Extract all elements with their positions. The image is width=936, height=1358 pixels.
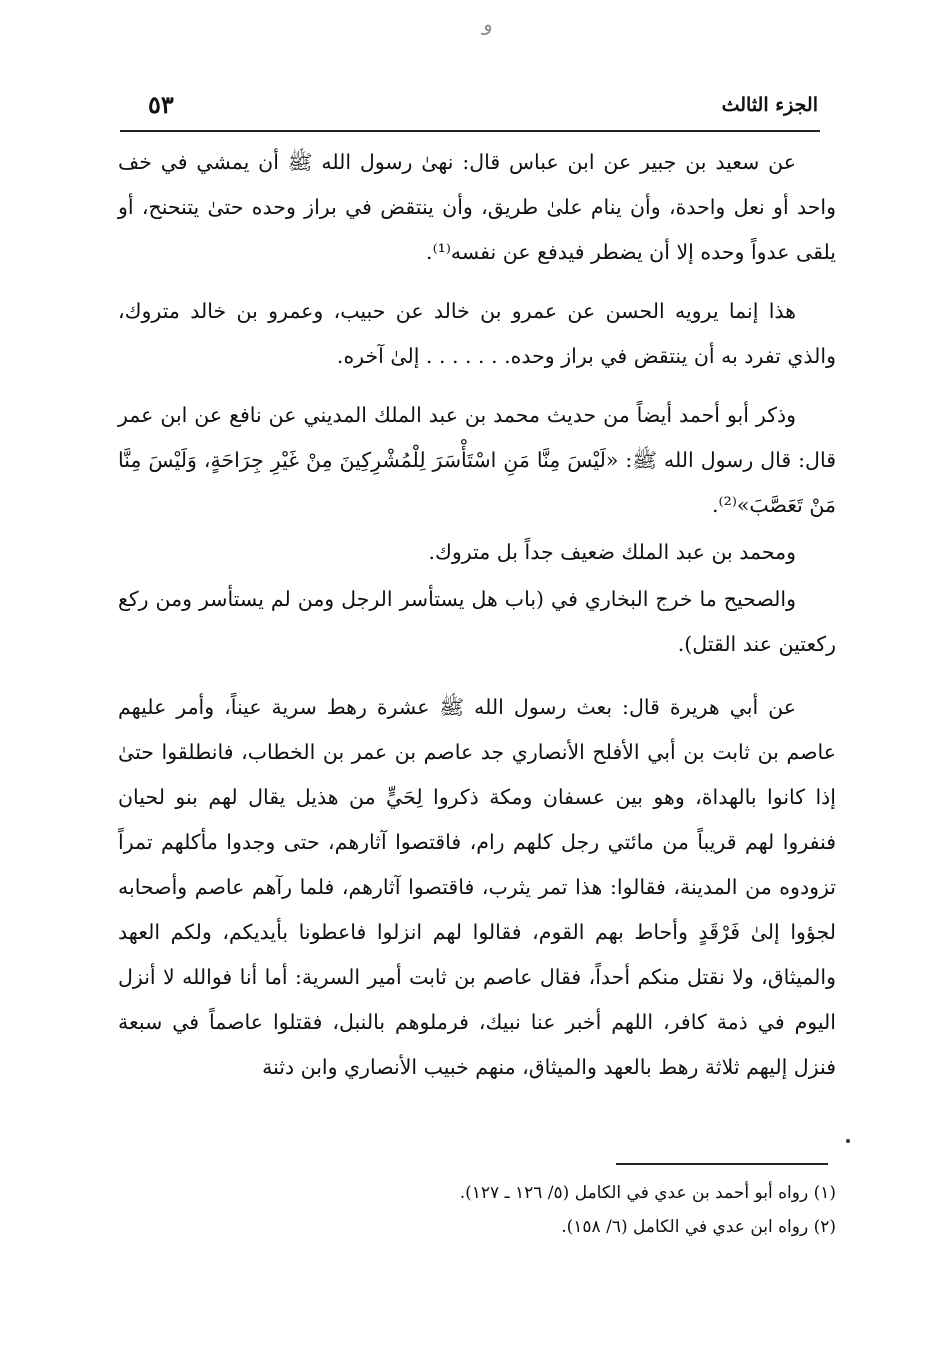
footnote-1: (١) رواه أبو أحمد بن عدي في الكامل (٥/ ١٢٦ ـ ١٢٧).	[459, 1183, 836, 1203]
footnote-2: (٢) رواه ابن عدي في الكامل (٦/ ١٥٨).	[561, 1217, 836, 1237]
running-head	[120, 88, 818, 128]
footnote-rule	[616, 1163, 828, 1165]
footnotes	[300, 1176, 836, 1244]
paragraph-commentary-amr: هذا إنما يرويه الحسن عن عمرو بن خالد عن حبيب، وعمرو بن خالد متروك، والذي تفرد به أن ينتقض في براز وحده. . . . . . . إلىٰ آخره.	[118, 299, 836, 368]
pencil-mark: ﻭ	[481, 11, 497, 37]
paragraph-hadith-abu-hurayra: عن أبي هريرة قال: بعث رسول الله ﷺ عشرة رهط سرية عيناً، وأمر عليهم عاصم بن ثابت بن أبي الأفلح الأنصاري جد عاصم بن عمر بن الخطاب، فانطلقوا حتىٰ إذا كانوا بالهداة، وهو بين عسفان ومكة ذكروا لِحَيٍّ من هذيل يقال لهم بنو لحيان فنفروا لهم قريباً من مائتي رجل كلهم رام، فاقتصوا آثارهم، حتى وجدوا مأكلهم تمراً تزودوه من المدينة، فقالوا: هذا تمر يثرب، فاقتصوا آثارهم، فلما رآهم عاصم وأصحابه لجؤوا إلىٰ فَرْقَدٍ وأحاط بهم القوم، فقالوا لهم انزلوا فاعطونا بأيديكم، ولكم العهد والميثاق، ولا نقتل منكم أحداً، فقال عاصم بن ثابت أمير السرية: أما أنا فوالله لا أنزل اليوم في ذمة كافر، اللهم أخبر عنا نبيك، فرملوهم بالنبل، فقتلوا عاصماً في سبعة فنزل إليهم ثلاثة رهط بالعهد والميثاق، منهم خبيب الأنصاري وابن دثنة	[118, 695, 836, 1079]
header-rule	[120, 130, 820, 132]
margin-dot	[846, 1139, 850, 1143]
running-head-title: الجزء الثالث	[721, 94, 818, 116]
paragraph-bukhari-reference: والصحيح ما خرج البخاري في (باب هل يستأسر الرجل ومن لم يستأسر ومن ركع ركعتين عند القتل).	[118, 587, 836, 656]
paragraph-commentary-muhammad: ومحمد بن عبد الملك ضعيف جداً بل متروك.	[428, 540, 796, 564]
paragraph-hadith-ibn-abbas: عن سعيد بن جبير عن ابن عباس قال: نهىٰ رسول الله ﷺ أن يمشي في خف واحد أو نعل واحدة، وأن ينام علىٰ طريق، وأن ينتقض في براز وحده حتىٰ يتنحنح، أو يلقى عدواً وحده إلا أن يضطر فيدفع عن نفسه⁽¹⁾.	[118, 150, 836, 264]
paragraph-hadith-ibn-umar: وذكر أبو أحمد أيضاً من حديث محمد بن عبد الملك المديني عن نافع عن ابن عمر قال: قال رسول الله ﷺ: «لَيْسَ مِنَّا مَنِ اسْتَأْسَرَ لِلْمُشْرِكِينَ مِنْ غَيْرِ جِرَاحَةٍ، وَلَيْسَ مِنَّا مَنْ تَعَصَّبَ»⁽²⁾.	[118, 403, 836, 517]
body-text	[118, 140, 836, 1104]
page-number: ٥٣	[148, 90, 174, 119]
